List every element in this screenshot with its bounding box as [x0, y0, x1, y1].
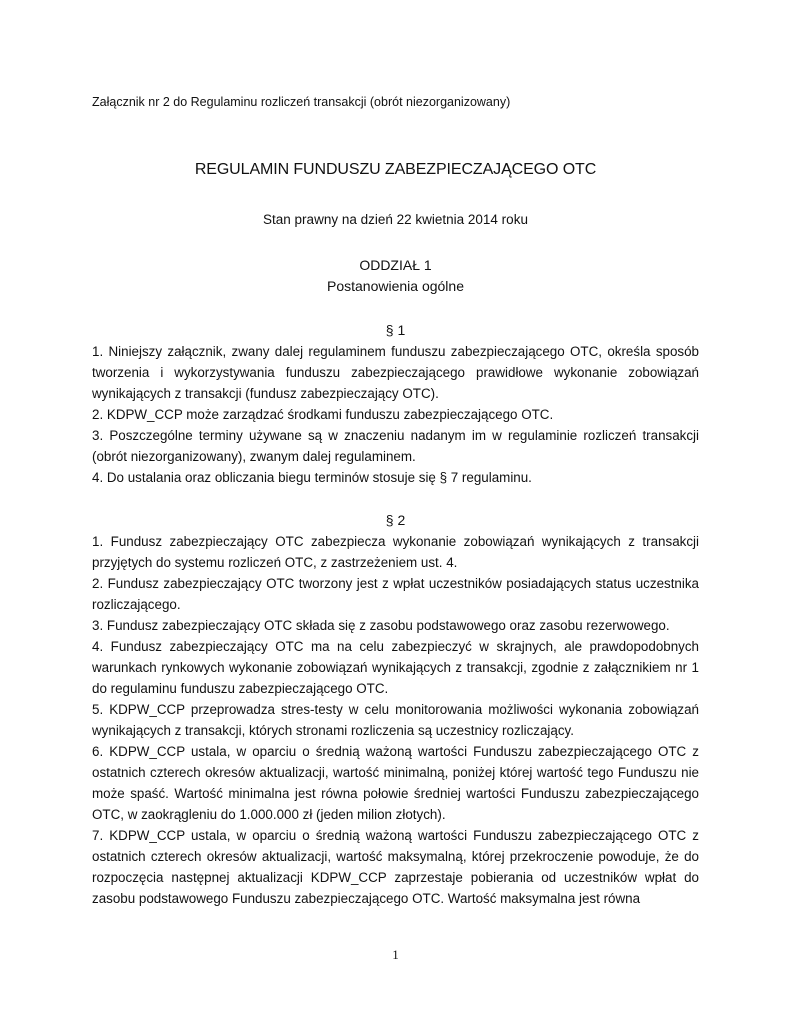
legal-state-date: Stan prawny na dzień 22 kwietnia 2014 roku [263, 212, 528, 227]
paragraph: 1. Niniejszy załącznik, zwany dalej regulaminem funduszu zabezpieczającego OTC, określa sposób tworzenia i wykorzystywania funduszu zabezpieczającego prawidłowe wykonanie zobowiązań wynikających z transakcji (fundusz zabezpieczający OTC). [92, 344, 699, 401]
paragraph: 3. Fundusz zabezpieczający OTC składa się z zasobu podstawowego oraz zasobu rezerwowego. [92, 618, 670, 633]
paragraph: 4. Do ustalania oraz obliczania biegu terminów stosuje się § 7 regulaminu. [92, 470, 532, 485]
paragraph: 3. Poszczególne terminy używane są w znaczeniu nadanym im w regulaminie rozliczeń transakcji (obrót niezorganizowany), zwanym dalej regulaminem. [92, 428, 699, 464]
page-number: 1 [392, 947, 399, 962]
paragraph: 2. KDPW_CCP może zarządzać środkami funduszu zabezpieczającego OTC. [92, 407, 554, 422]
division-heading [0, 255, 791, 297]
division-name: Postanowienia ogólne [327, 278, 464, 294]
paragraph: 4. Fundusz zabezpieczający OTC ma na celu zabezpieczyć w skrajnych, ale prawdopodobnych warunkach rynkowych wykonanie zobowiązań wynikających z transakcji, zgodnie z załącznikiem nr 1 do regulaminu funduszu zabezpieczającego OTC. [92, 639, 699, 696]
section-2 [92, 510, 699, 909]
paragraph: 2. Fundusz zabezpieczający OTC tworzony jest z wpłat uczestników posiadających status uczestnika rozliczającego. [92, 576, 699, 612]
section-mark: § 2 [385, 512, 406, 528]
paragraph: 6. KDPW_CCP ustala, w oparciu o średnią ważoną wartości Funduszu zabezpieczającego OTC z ostatnich czterech okresów aktualizacji, wartość minimalną, poniżej której wartość tego Funduszu nie może spaść. Wartość minimalna jest równa połowie średniej wartości Funduszu zabezpieczającego OTC, w zaokrągleniu do 1.000.000 zł (jeden milion złotych). [92, 744, 699, 822]
division-number: ODDZIAŁ 1 [359, 257, 432, 273]
section-mark: § 1 [385, 322, 406, 338]
paragraph: 7. KDPW_CCP ustala, w oparciu o średnią ważoną wartości Funduszu zabezpieczającego OTC z ostatnich czterech okresów aktualizacji, wartość maksymalną, której przekroczenie powoduje, że do rozpoczęcia następnej aktualizacji KDPW_CCP zaprzestaje pobierania od uczestników wpłat do zasobu podstawowego Funduszu zabezpieczającego OTC. Wartość maksymalna jest równa [92, 828, 699, 906]
paragraph: 5. KDPW_CCP przeprowadza stres-testy w celu monitorowania możliwości wykonania zobowiązań wynikających z transakcji, których stronami rozliczenia są uczestnicy rozliczający. [92, 702, 699, 738]
paragraph: 1. Fundusz zabezpieczający OTC zabezpiecza wykonanie zobowiązań wynikających z transakcji przyjętych do systemu rozliczeń OTC, z zastrzeżeniem ust. 4. [92, 534, 699, 570]
attachment-header: Załącznik nr 2 do Regulaminu rozliczeń transakcji (obrót niezorganizowany) [92, 95, 511, 109]
document-title: REGULAMIN FUNDUSZU ZABEZPIECZAJĄCEGO OTC [194, 161, 597, 178]
section-1 [92, 320, 699, 488]
